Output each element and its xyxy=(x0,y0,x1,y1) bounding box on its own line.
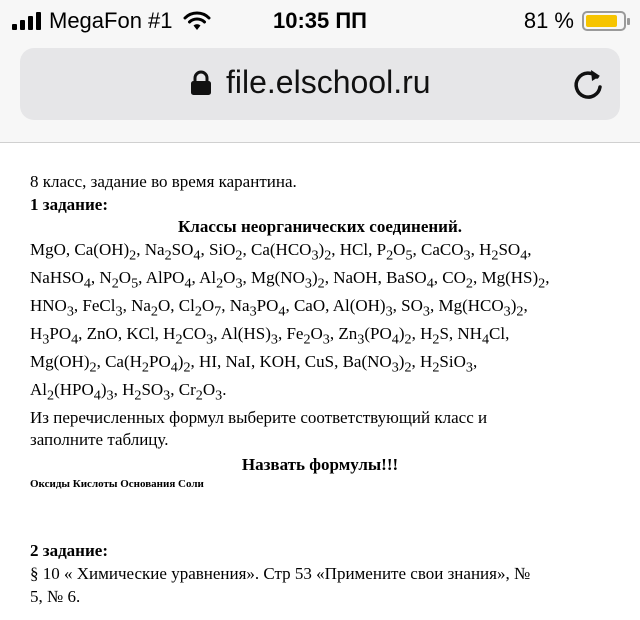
battery-percent: 81 % xyxy=(523,8,574,33)
task1-heading: 1 задание: xyxy=(30,194,108,214)
formula-list xyxy=(30,239,610,407)
task2-line: § 10 « Химические уравнения». Стр 53 «Примените свои знания», № xyxy=(30,564,531,584)
formula-line: $Al_2(HPO_4)_3$, $H_2SO_3$, $Cr_2O_3$. xyxy=(30,379,227,404)
browser-toolbar xyxy=(0,42,640,143)
table-header: Оксиды Кислоты Основания Соли xyxy=(30,478,204,491)
status-bar xyxy=(0,0,640,42)
document-content xyxy=(30,171,610,608)
formula-line: $HNO_3$, FeCl$_3$, $Na_2O$, $Cl_2O_7$, $Na_3PO_4$, CaO, $Al(OH)_3$, $SO_3$, $Mg(HCO_3)_2$, xyxy=(30,295,528,320)
formula-line: NaHSO$_4$, $N_2O_5$, AlPO$_4$, $Al_2O_3$, $Mg(NO_3)_2$, NaOH, BaSO$_4$, $CO_2$, $Mg(HS)_2$, xyxy=(30,267,550,292)
call-to-action: Назвать формулы!!! xyxy=(241,454,399,474)
battery-icon xyxy=(582,11,626,31)
clock: 10:35 ПП xyxy=(272,8,367,33)
task2-heading: 2 задание: xyxy=(30,541,108,561)
formula-line: $H_3PO_4$, ZnO, KCl, $H_2CO_3$, $Al(HS)_3$, $Fe_2O_3$, $Zn_3(PO_4)_2$, $H_2S$, $NH_4Cl$, xyxy=(30,323,510,348)
instruction-line: заполните таблицу. xyxy=(30,430,169,450)
lock-icon xyxy=(190,70,212,96)
reload-icon[interactable] xyxy=(570,66,606,102)
battery-info xyxy=(524,8,626,34)
task2-line: 5, № 6. xyxy=(30,586,81,606)
carrier-name: MegaFon #1 xyxy=(49,8,173,33)
task1-title: Классы неорганических соединений. xyxy=(177,217,463,237)
instruction-line: Из перечисленных формул выберите соответствующий класс и xyxy=(30,407,488,427)
url-text[interactable]: file.elschool.ru xyxy=(226,64,431,100)
formula-line: MgO, $Ca(OH)_2$, $Na_2SO_4$, SiO$_2$, $Ca(HCO_3)_2$, HCl, $P_2O_5$, CaCO$_3$, $H_2SO_4$, xyxy=(30,239,532,264)
intro-text: 8 класс, задание во время карантина. xyxy=(30,172,297,191)
formula-line: $Mg(OH)_2$, $Ca(H_2PO_4)_2$, HI, NaI, KOH, CuS, $Ba(NO_3)_2$, $H_2SiO_3$, xyxy=(30,351,478,376)
battery-fill xyxy=(586,15,617,27)
address-bar[interactable] xyxy=(20,48,620,120)
